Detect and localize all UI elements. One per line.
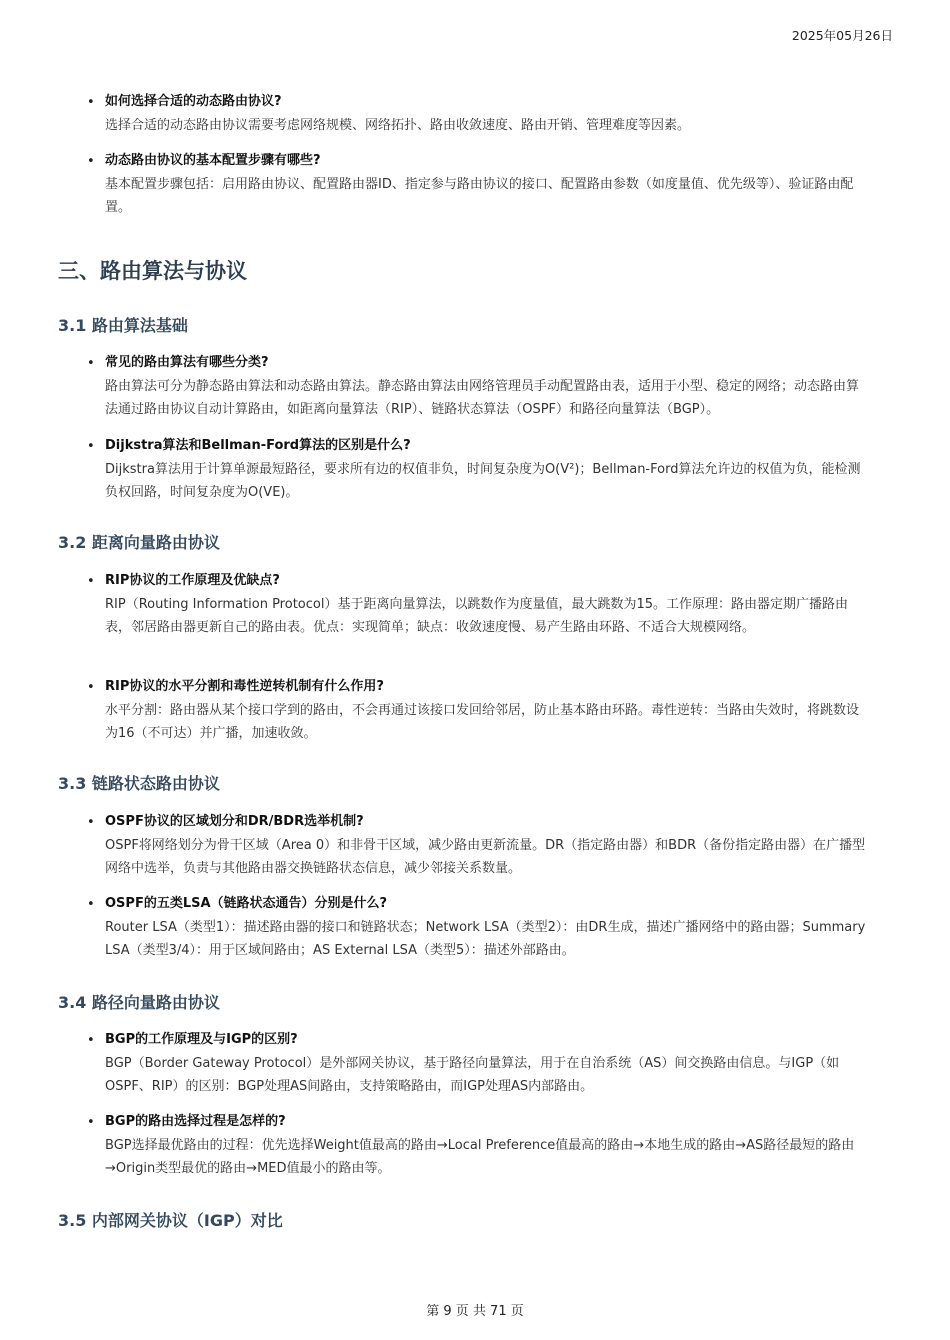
answer: BGP选择最优路由的过程：优先选择Weight值最高的路由→Local Preference值最高的路由→本地生成的路由→AS路径最短的路由→Origin类型最优的路由→MED值最小的路由等。 <box>105 1138 855 1176</box>
answer: Dijkstra算法用于计算单源最短路径，要求所有边的权值非负，时间复杂度为O(V²)；Bellman-Ford算法允许边的权值为负，能检测负权回路，时间复杂度为O(VE)。 <box>105 462 861 500</box>
bullet-icon: • <box>87 439 95 454</box>
question: Dijkstra算法和Bellman-Ford算法的区别是什么? <box>105 438 411 453</box>
bullet-icon: • <box>87 95 95 110</box>
answer: RIP（Routing Information Protocol）基于距离向量算法，以跳数作为度量值，最大跳数为15。工作原理：路由器定期广播路由表，邻居路由器更新自己的路由表。优点：实现简单；缺点：收敛速度慢、易产生路由环路、不适合大规模网络。 <box>105 597 848 635</box>
section-title: 3.2 距离向量路由协议 <box>58 533 220 552</box>
list-item <box>87 151 867 219</box>
list-item <box>87 571 867 639</box>
question: RIP协议的水平分割和毒性逆转机制有什么作用? <box>105 679 384 694</box>
list-item <box>87 1112 867 1180</box>
answer: OSPF将网络划分为骨干区域（Area 0）和非骨干区域，减少路由更新流量。DR（指定路由器）和BDR（备份指定路由器）在广播型网络中选举，负责与其他路由器交换链路状态信息，减少邻接关系数量。 <box>105 838 866 876</box>
bullet-icon: • <box>87 356 95 371</box>
list-item <box>87 353 867 421</box>
question: OSPF协议的区域划分和DR/BDR选举机制? <box>105 814 364 829</box>
page-date: 2025年05月26日 <box>791 28 893 43</box>
list-item <box>87 92 867 137</box>
answer: 水平分割：路由器从某个接口学到的路由，不会再通过该接口发回给邻居，防止基本路由环路。毒性逆转：当路由失效时，将跳数设为16（不可达）并广播，加速收敛。 <box>105 703 860 741</box>
section-title: 3.5 内部网关协议（IGP）对比 <box>58 1211 283 1230</box>
question: RIP协议的工作原理及优缺点? <box>105 573 280 588</box>
answer: 路由算法可分为静态路由算法和动态路由算法。静态路由算法由网络管理员手动配置路由表，适用于小型、稳定的网络；动态路由算法通过路由协议自动计算路由，如距离向量算法（RIP）、链路状态算法（OSPF）和路径向量算法（BGP）。 <box>105 379 860 417</box>
question: BGP的路由选择过程是怎样的? <box>105 1114 286 1129</box>
answer: BGP（Border Gateway Protocol）是外部网关协议，基于路径向量算法，用于在自治系统（AS）间交换路由信息。与IGP（如OSPF、RIP）的区别：BGP处理AS间路由，支持策略路由，而IGP处理AS内部路由。 <box>105 1056 840 1094</box>
question: BGP的工作原理及与IGP的区别? <box>105 1032 298 1047</box>
bullet-icon: • <box>87 897 95 912</box>
question: 常见的路由算法有哪些分类? <box>105 355 269 370</box>
answer: 选择合适的动态路由协议需要考虑网络规模、网络拓扑、路由收敛速度、路由开销、管理难度等因素。 <box>105 118 691 133</box>
answer: Router LSA（类型1）：描述路由器的接口和链路状态；Network LSA（类型2）：由DR生成，描述广播网络中的路由器；Summary LSA（类型3/4）：用于区域间路由；AS External LSA（类型5）：描述外部路由。 <box>105 920 866 958</box>
bullet-icon: • <box>87 1115 95 1130</box>
page-number: 第 9 页 共 71 页 <box>426 1304 524 1319</box>
list-item <box>87 894 867 962</box>
chapter-title: 三、路由算法与协议 <box>58 259 247 283</box>
bullet-icon: • <box>87 815 95 830</box>
answer: 基本配置步骤包括：启用路由协议、配置路由器ID、指定参与路由协议的接口、配置路由参数（如度量值、优先级等）、验证路由配置。 <box>105 177 854 215</box>
bullet-icon: • <box>87 154 95 169</box>
section-title: 3.4 路径向量路由协议 <box>58 993 220 1012</box>
list-item <box>87 812 867 880</box>
section-title: 3.1 路由算法基础 <box>58 316 188 335</box>
question: OSPF的五类LSA（链路状态通告）分别是什么? <box>105 896 388 911</box>
list-item <box>87 436 867 504</box>
bullet-icon: • <box>87 574 95 589</box>
question: 如何选择合适的动态路由协议? <box>105 94 282 109</box>
list-item <box>87 1030 867 1098</box>
section-title: 3.3 链路状态路由协议 <box>58 774 220 793</box>
list-item <box>87 677 867 745</box>
bullet-icon: • <box>87 680 95 695</box>
bullet-icon: • <box>87 1033 95 1048</box>
question: 动态路由协议的基本配置步骤有哪些? <box>105 153 321 168</box>
